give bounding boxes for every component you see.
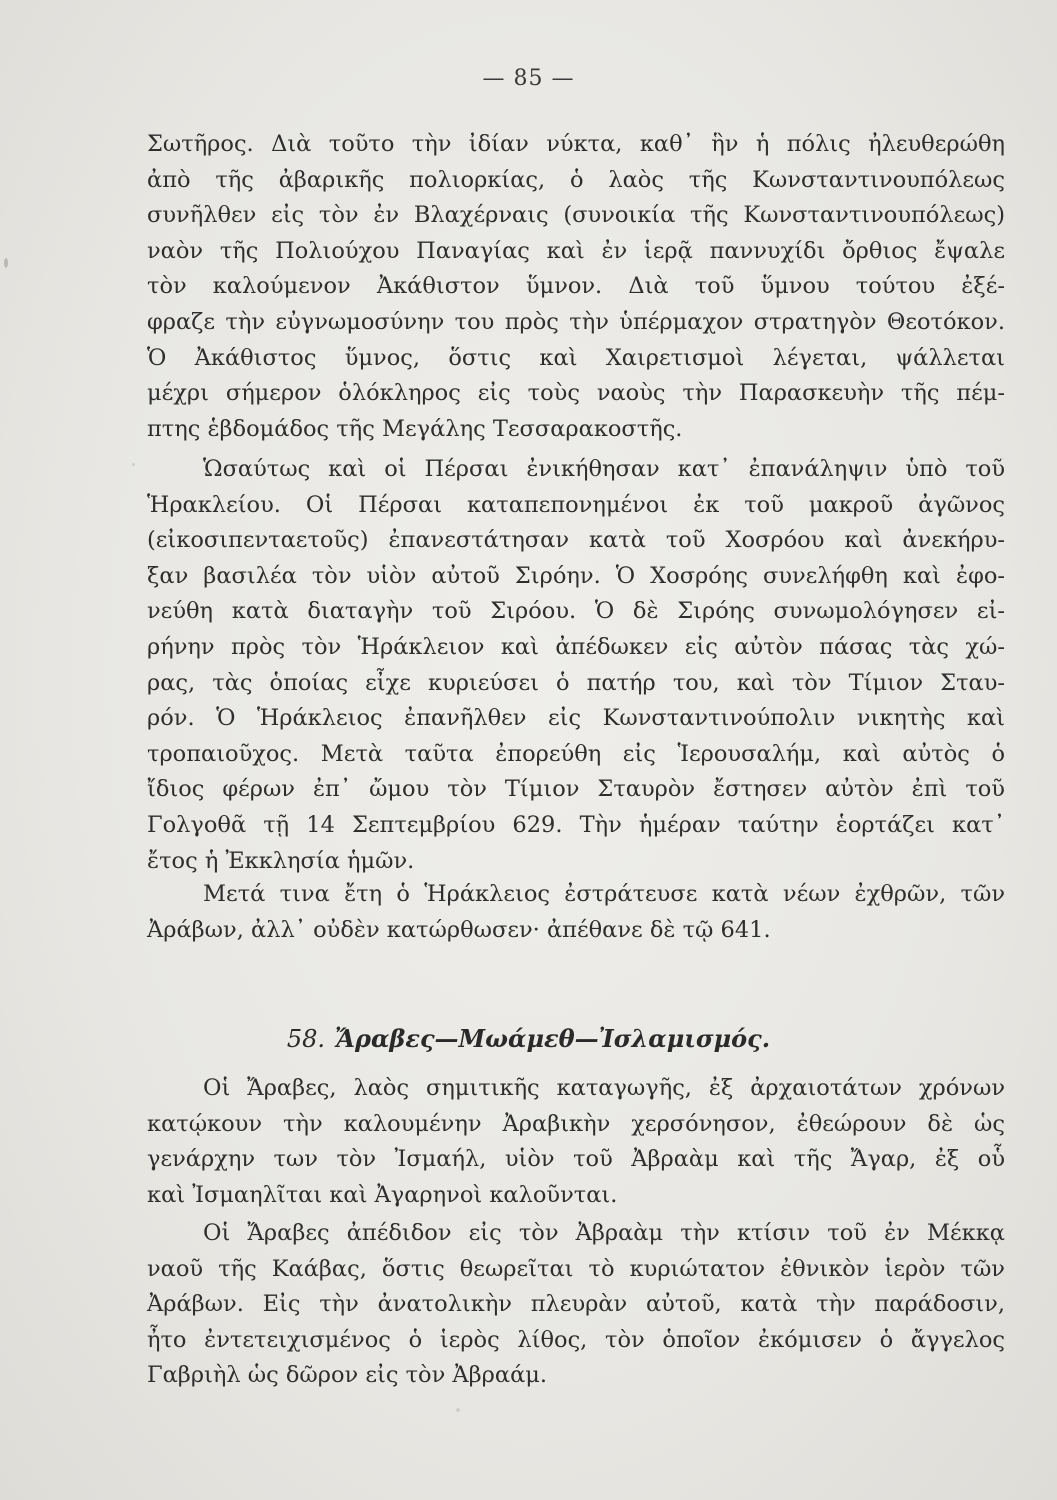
text-line: πτης ἑβδομάδος τῆς Μεγάλης Τεσσαρακοστῆς. [147,415,683,442]
paragraph-persians [147,452,1005,879]
text-line: νεύθη κατὰ διαταγὴν τοῦ Σιρόου. Ὁ δὲ Σιρόης συνωμολόγησεν εἰ- [147,598,1005,625]
text-line: Σωτῆρος. Διὰ τοῦτο τὴν ἰδίαν νύκτα, καθ᾽ ἣν ἡ πόλις ἠλευθερώθη [147,131,1005,157]
section-title: Ἄραβες—Μωάμεθ—Ἰσλαμισμός. [335,1024,771,1053]
text-line: συνῆλθεν εἰς τὸν ἐν Βλαχέρναις (συνοικία τῆς Κωνσταντινουπόλεως) [147,202,1005,229]
text-line: Μετά τινα ἔτη ὁ Ἡράκλειος ἐστράτευσε κατὰ νέων ἐχθρῶν, τῶν [203,881,1005,907]
text-line: Οἱ Ἄραβες ἀπέδιδον εἰς τὸν Ἀβραὰμ τὴν κτίσιν τοῦ ἐν Μέκκᾳ [203,1220,1005,1246]
page-speck [132,463,135,466]
paragraph-arabs-origin [147,1071,1005,1213]
text-line: Ὁ Ἀκάθιστος ὕμνος, ὅστις καὶ Χαιρετισμοὶ λέγεται, ψάλλεται [147,344,1005,371]
text-line: καὶ Ἰσμαηλῖται καὶ Ἀγαρηνοὶ καλοῦνται. [147,1181,618,1208]
text-line: φραζε τὴν εὐγνωμοσύνην του πρὸς τὴν ὑπέρμαχον στρατηγὸν Θεοτόκον. [147,308,1005,335]
text-line: ναὸν τῆς Πολιούχου Παναγίας καὶ ἐν ἱερᾷ παννυχίδι ὄρθιος ἔψαλε [147,237,1005,264]
text-line: γενάρχην των τὸν Ἰσμαήλ, υἱὸν τοῦ Ἀβραὰμ καὶ τῆς Ἄγαρ, ἐξ οὗ [147,1146,1005,1173]
text-line: ξαν βασιλέα τὸν υἱὸν αὐτοῦ Σιρόην. Ὁ Χοσρόης συνελήφθη καὶ ἐφο- [147,562,1005,589]
text-line: Ἀράβων, ἀλλ᾽ οὐδὲν κατώρθωσεν· ἀπέθανε δὲ τῷ 641. [147,916,771,943]
text-line: Ὡσαύτως καὶ οἱ Πέρσαι ἐνικήθησαν κατ᾽ ἐπανάληψιν ὑπὸ τοῦ [203,456,1005,482]
text-line: Ἡρακλείου. Οἱ Πέρσαι καταπεπονημένοι ἐκ τοῦ μακροῦ ἀγῶνος [147,491,1005,518]
text-line: μέχρι σήμερον ὁλόκληρος εἰς τοὺς ναοὺς τὴν Παρασκευὴν τῆς πέμ- [147,380,1005,407]
text-line: τροπαιοῦχος. Μετὰ ταῦτα ἐπορεύθη εἰς Ἱερουσαλήμ, καὶ αὐτὸς ὁ [147,740,1005,767]
text-line: Οἱ Ἄραβες, λαὸς σημιτικῆς καταγωγῆς, ἐξ ἀρχαιοτάτων χρόνων [203,1075,1005,1101]
text-line: Γαβριὴλ ὡς δῶρον εἰς τὸν Ἀβραάμ. [147,1362,548,1389]
text-line: ρήνην πρὸς τὸν Ἡράκλειον καὶ ἀπέδωκεν εἰς αὐτὸν πάσας τὰς χώ- [147,633,1005,660]
page-speck [456,1408,460,1412]
section-heading [0,1024,1057,1053]
text-line: Ἀράβων. Εἰς τὴν ἀνατολικὴν πλευρὰν αὐτοῦ, κατὰ τὴν παράδοσιν, [147,1291,1005,1318]
text-line: ρόν. Ὁ Ἡράκλειος ἐπανῆλθεν εἰς Κωνσταντινούπολιν νικητὴς καὶ [147,705,1005,732]
text-line: ἔτος ἡ Ἐκκλησία ἡμῶν. [147,847,415,874]
text-line: ἀπὸ τῆς ἀβαρικῆς πολιορκίας, ὁ λαὸς τῆς Κωνσταντινουπόλεως [147,166,1005,193]
text-line: (εἰκοσιπενταετοῦς) ἐπανεστάτησαν κατὰ τοῦ Χοσρόου καὶ ἀνεκήρυ- [147,527,1005,554]
text-line: ἦτο ἐντετειχισμένος ὁ ἱερὸς λίθος, τὸν ὁποῖον ἐκόμισεν ὁ ἄγγελος [147,1326,1005,1353]
text-line: Γολγοθᾶ τῇ 14 Σεπτεμβρίου 629. Τὴν ἡμέραν ταύτην ἑορτάζει κατ᾽ [147,811,1005,838]
text-line: ρας, τὰς ὁποίας εἶχε κυριεύσει ὁ πατήρ του, καὶ τὸν Τίμιον Σταυ- [147,669,1005,696]
paragraph-kaaba [147,1216,1005,1394]
paragraph-heraclius-death [147,877,1005,948]
paragraph-kontakion [147,127,1005,447]
section-number: 58. [286,1025,326,1053]
page-speck [4,258,8,268]
text-line: κατῴκουν τὴν καλουμένην Ἀραβικὴν χερσόνησον, ἐθεώρουν δὲ ὡς [147,1110,1005,1137]
text-line: τὸν καλούμενον Ἀκάθιστον ὕμνον. Διὰ τοῦ ὕμνου τούτου ἐξέ- [147,273,1005,300]
text-line: ναοῦ τῆς Καάβας, ὅστις θεωρεῖται τὸ κυριώτατον ἐθνικὸν ἱερὸν τῶν [147,1255,1005,1282]
page-number: — 85 — [482,66,575,91]
text-line: ἴδιος φέρων ἐπ᾽ ὤμου τὸν Τίμιον Σταυρὸν ἔστησεν αὐτὸν ἐπὶ τοῦ [147,776,1005,803]
